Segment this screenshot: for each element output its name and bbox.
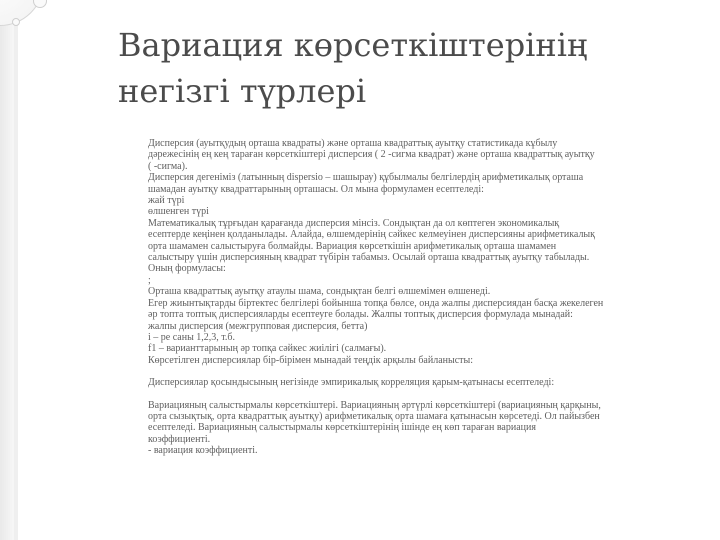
body-line: жай түрі: [148, 195, 185, 207]
body-line: дәрежесінің ең кең тараған көрсеткіштері дисперсия ( 2 -сигма квадрат) және орташа квадраттық ауытқу: [148, 149, 595, 161]
body-line: Көрсетілген дисперсиялар бір-бірімен мынадай теңдік арқылы байланысты:: [148, 354, 474, 366]
decorative-left-bar: [0, 0, 14, 540]
body-line: салыстыру үшін дисперсияның квадрат түбірін табамыз. Осылай орташа квадраттық ауытқу табылады.: [148, 252, 590, 264]
body-line: өлшенген түрі: [148, 206, 209, 218]
decorative-inner-bar: [14, 0, 18, 540]
body-line: есептеледі. Вариацияның салыстырмалы көрсеткіштерінің ішінде ең көп тараған вариация: [148, 422, 536, 434]
body-line: орта сызықтық, орта квадраттық ауытқу) арифметикалық орта шамаға қатынасын көрсетеді. Ол пайызбен: [148, 410, 600, 422]
body-line: Дисперсиялар қосындысының негізінде эмпирикалық корреляция қарым-қатынасы есептеледі:: [148, 377, 555, 389]
decorative-small-circle: [33, 0, 47, 8]
slide-title: Вариация көрсеткіштерінің негізгі түрлері: [118, 26, 588, 110]
body-line: Орташа квадраттық ауытқу атаулы шама, сондықтан белгі өлшемімен өлшенеді.: [148, 286, 491, 298]
body-line: Дисперсия (ауытқудың орташа квадраты) және орташа квадраттық ауытқу статистикада кұбылу: [148, 138, 558, 149]
body-line: ( -сигма).: [148, 160, 188, 172]
decorative-tiny-circle: [12, 18, 20, 26]
blank-line: [148, 366, 700, 377]
body-line: - вариация коэффициенті.: [148, 445, 258, 457]
body-line: Дисперсия дегеніміз (латынның dispersio – шашырау) құбылмалы белгілердің арифметикалық орташа: [148, 172, 584, 184]
body-line: ;: [148, 274, 151, 286]
blank-line: [148, 389, 700, 400]
body-line: шамадан ауытқу квадраттарының орташасы. Ол мына формуламен есептеледі:: [148, 183, 484, 195]
body-line: Вариацияның салыстырмалы көрсеткіштері. Вариацияның әртүрлі көрсеткіштері (вариацияның қарқыны,: [148, 399, 601, 411]
body-line: коэффициенті.: [148, 433, 211, 445]
body-line: Математикалық тұрғыдан қарағанда дисперсия мінсіз. Сондықтан да ол көптеген экономикалық: [148, 217, 560, 229]
body-line: жалпы дисперсия (межгрупповая дисперсия, бетта): [148, 320, 368, 332]
body-line: f1 – варианттарының әр топқа сәйкес жиілігі (салмағы).: [148, 343, 387, 355]
body-line: әр топта топтық дисперсияларды есептеуге болады. Жалпы топтық дисперсия формулада мынадай:: [148, 309, 573, 321]
slide-body-text: [148, 138, 700, 457]
body-line: Егер жиынтықтарды біртектес белгілері бойынша топқа бөлсе, онда жалпы дисперсиядан басқа жекелеген: [148, 297, 604, 309]
body-line: i – ре саны 1,2,3, т.б.: [148, 331, 235, 343]
body-line: орта шамамен салыстыруға болмайды. Вариация көрсеткішін арифметикалық орташа шамамен: [148, 240, 557, 252]
body-line: есептерде кеңінен қолданылады. Алайда, өлшемдерінің сәйкес келмеуінен дисперсияны арифметикалық: [148, 229, 596, 241]
body-line: Оның формуласы:: [148, 263, 226, 275]
